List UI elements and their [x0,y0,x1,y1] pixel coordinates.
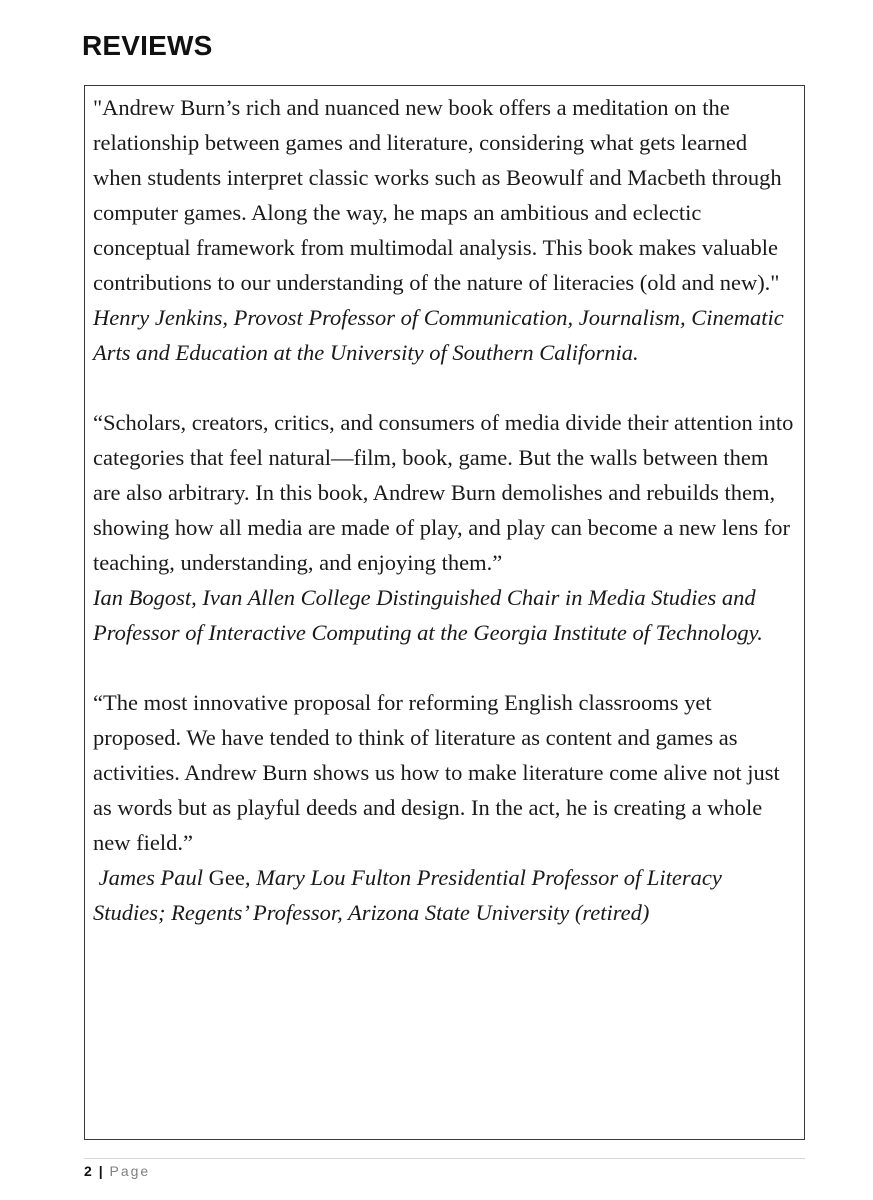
review-ian-bogost [93,405,796,650]
attribution-rest: , Mary Lou Fulton Presidential Professor of Literacy Studies; Regents’ Professor, Arizona State University (retired) [93,865,722,925]
review-henry-jenkins [93,90,796,370]
footer-separator: | [98,1163,103,1179]
review-attribution: Henry Jenkins, Provost Professor of Communication, Journalism, Cinematic Arts and Education at the University of Southern California. [93,305,784,365]
review-quote: “Scholars, creators, critics, and consumers of media divide their attention into categories that feel natural—film, book, game. But the walls between them are also arbitrary. In this book, Andrew Burn demolishes and rebuilds them, showing how all media are made of play, and play can become a new lens for teaching, understanding, and enjoying them.” [93,410,794,575]
attribution-name-italic: James Paul [98,865,203,890]
page-number: 2 [84,1163,92,1179]
page-heading: REVIEWS [82,30,213,61]
review-quote: "Andrew Burn’s rich and nuanced new book offers a meditation on the relationship between games and literature, considering what gets learned when students interpret classic works such as Beowulf and Macbeth through computer games. Along the way, he maps an ambitious and eclectic conceptual framework from multimodal analysis. This book makes valuable contributions to our understanding of the nature of literacies (old and new)." [93,95,782,295]
reviews-box [84,85,805,1140]
review-james-paul-gee [93,685,796,930]
page-footer [84,1158,805,1179]
attribution-name-roman: Gee [208,865,245,890]
review-attribution [93,860,796,930]
review-quote: “The most innovative proposal for reforming English classrooms yet proposed. We have tended to think of literature as content and games as activities. Andrew Burn shows us how to make literature come alive not just as words but as playful deeds and design. In the act, he is creating a whole new field.” [93,690,780,855]
review-attribution: Ian Bogost, Ivan Allen College Distinguished Chair in Media Studies and Professor of Interactive Computing at the Georgia Institute of Technology. [93,585,763,645]
page-label: Page [109,1163,151,1179]
